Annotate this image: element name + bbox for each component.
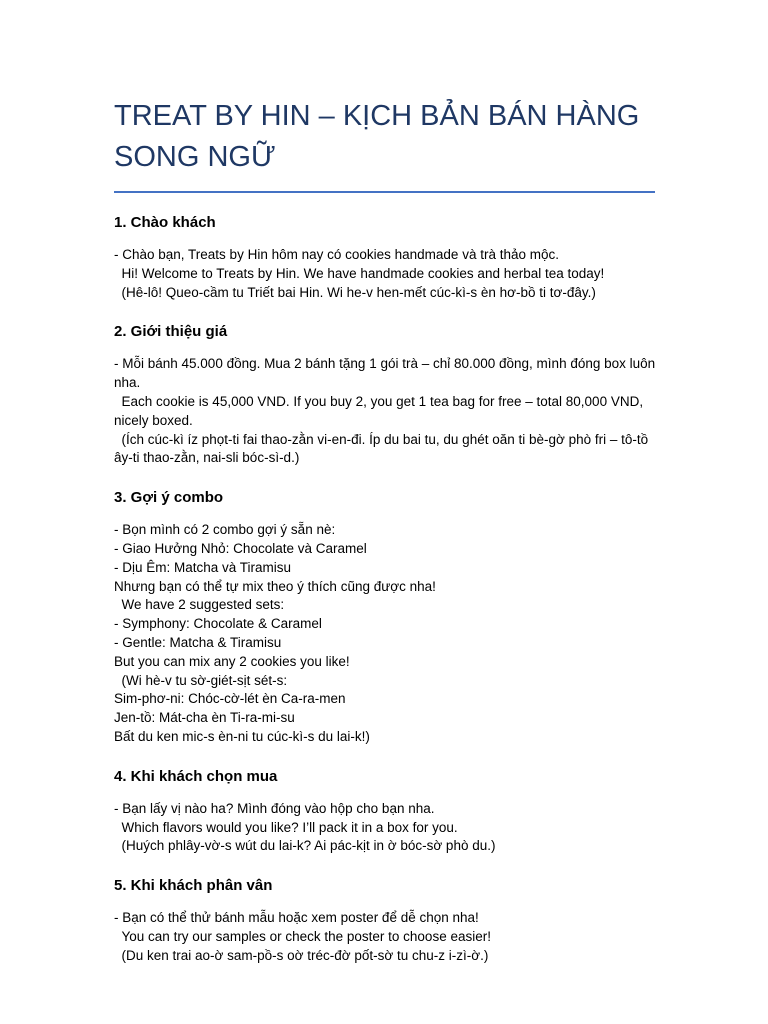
script-line: - Bọn mình có 2 combo gợi ý sẵn nè: bbox=[114, 522, 336, 538]
script-line: (Du ken trai ao-ờ sam-pồ-s oờ tréc-đờ pốt-sờ tu chu-z i-zì-ờ.) bbox=[114, 947, 489, 963]
script-line: (Ích cúc-kì íz phọt-ti fai thao-zằn vi-en-đi. Íp du bai tu, du ghét oăn ti bè-gờ phò fri – tô-tồ ây-ti thao-zằn, nai-sli bóc-sì-d.) bbox=[114, 431, 652, 466]
section-hesitate bbox=[114, 876, 659, 965]
document-title: TREAT BY HIN – KỊCH BẢN BÁN HÀNG SONG NGỮ bbox=[114, 100, 640, 173]
script-line: - Bạn lấy vị nào ha? Mình đóng vào hộp cho bạn nha. bbox=[114, 800, 435, 816]
section-heading: 4. Khi khách chọn mua bbox=[114, 767, 278, 785]
section-heading: 3. Gợi ý combo bbox=[114, 489, 224, 507]
script-line: - Mỗi bánh 45.000 đồng. Mua 2 bánh tặng 1 gói trà – chỉ 80.000 đồng, mình đóng box luôn nha. bbox=[114, 356, 659, 391]
script-line: - Giao Hưởng Nhỏ: Chocolate và Caramel bbox=[114, 540, 367, 556]
script-line: - Chào bạn, Treats by Hin hôm nay có cookies handmade và trà thảo mộc. bbox=[114, 247, 559, 262]
script-line: (Wi hè-v tu sờ-giét-sịt sét-s: bbox=[114, 672, 288, 688]
section-combo bbox=[114, 488, 659, 747]
section-greeting bbox=[114, 213, 659, 302]
script-line: We have 2 suggested sets: bbox=[114, 597, 285, 613]
script-line: - Bạn có thể thử bánh mẫu hoặc xem poster để dễ chọn nha! bbox=[114, 910, 479, 926]
document-page bbox=[114, 96, 659, 966]
script-line: Which flavors would you like? I’ll pack it in a box for you. bbox=[114, 819, 458, 835]
script-line: - Symphony: Chocolate & Caramel bbox=[114, 616, 322, 632]
script-line: Sim-phơ-ni: Chóc-cờ-lét èn Ca-ra-men bbox=[114, 691, 346, 707]
title-divider bbox=[114, 191, 655, 193]
script-line: But you can mix any 2 cookies you like! bbox=[114, 653, 350, 669]
script-line: Each cookie is 45,000 VND. If you buy 2, you get 1 tea bag for free – total 80,000 VND, nicely boxed. bbox=[114, 393, 647, 428]
script-line: (Huých phlây-vờ-s wút du lai-k? Ai pác-kịt in ờ bóc-sờ phò du.) bbox=[114, 838, 496, 854]
script-line: - Dịu Êm: Matcha và Tiramisu bbox=[114, 559, 292, 575]
script-line: Nhưng bạn có thể tự mix theo ý thích cũng được nha! bbox=[114, 578, 436, 594]
section-heading: 2. Giới thiệu giá bbox=[114, 323, 228, 341]
script-line: You can try our samples or check the poster to choose easier! bbox=[114, 928, 491, 944]
section-price bbox=[114, 322, 659, 468]
section-choose bbox=[114, 767, 659, 856]
script-line: - Gentle: Matcha & Tiramisu bbox=[114, 634, 282, 650]
script-line: Jen-tồ: Mát-cha èn Ti-ra-mi-su bbox=[114, 710, 295, 726]
script-line: Bất du ken mic-s èn-ni tu cúc-kì-s du lai-k!) bbox=[114, 728, 370, 744]
section-heading: 5. Khi khách phân vân bbox=[114, 877, 273, 895]
script-line: (Hê-lô! Queo-cầm tu Triết bai Hin. Wi he-v hen-mết cúc-kì-s èn hơ-bồ ti tơ-đây.) bbox=[114, 284, 596, 300]
script-line: Hi! Welcome to Treats by Hin. We have handmade cookies and herbal tea today! bbox=[114, 265, 605, 281]
section-heading: 1. Chào khách bbox=[114, 214, 216, 231]
